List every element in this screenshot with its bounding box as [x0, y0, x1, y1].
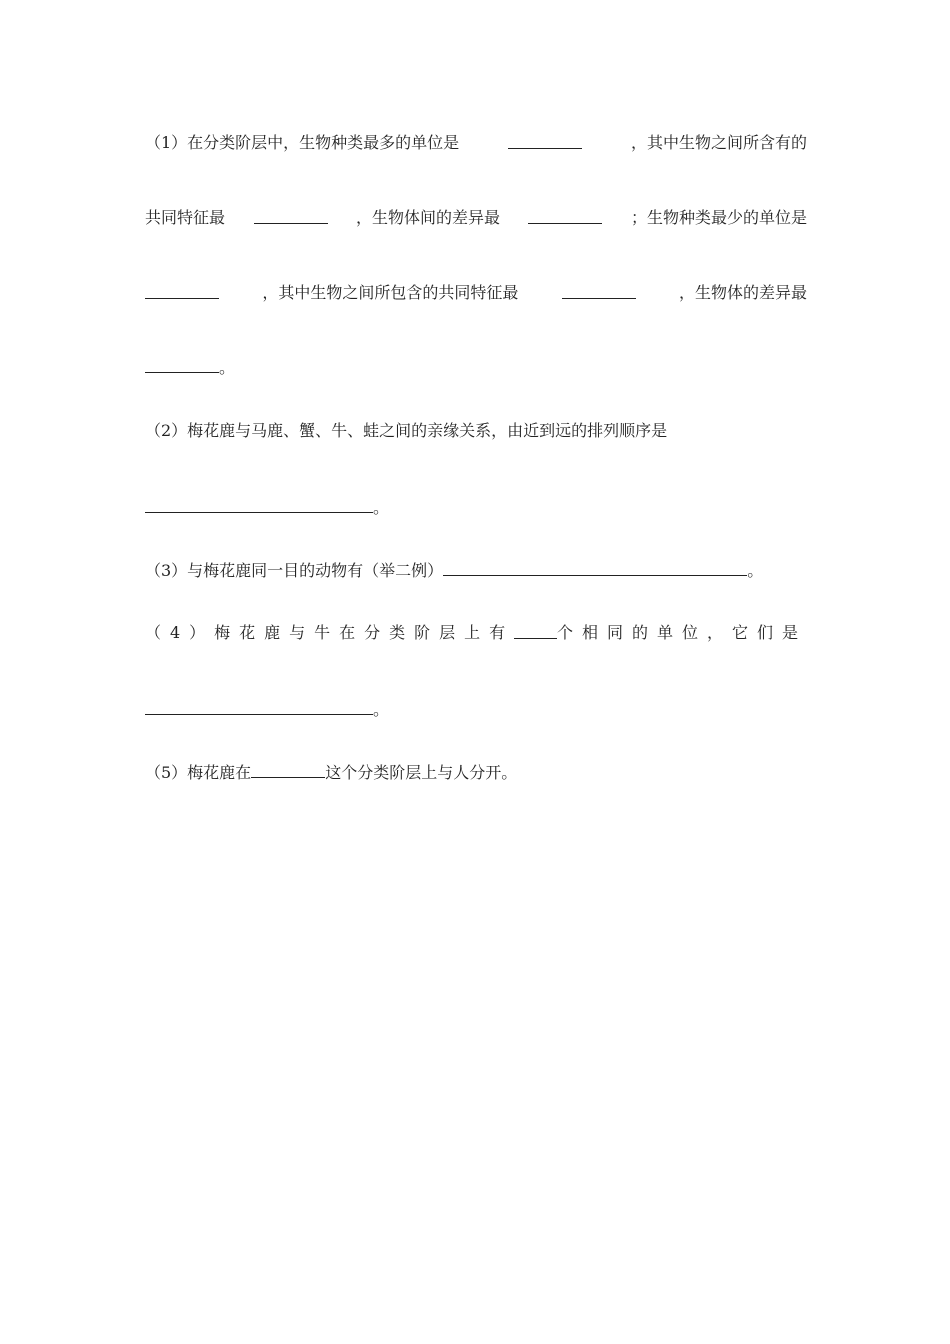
q1-period: 。 [219, 358, 236, 377]
q1-text-e: ；生物种类最少的单位是 [630, 208, 807, 227]
q2-period: 。 [373, 498, 390, 517]
q2-line-1 [145, 420, 807, 442]
answer-blank[interactable] [145, 282, 219, 299]
q5-text-b: 这个分类阶层上与人分开。 [325, 763, 518, 782]
answer-blank[interactable] [145, 698, 373, 715]
q1-line-4 [145, 356, 807, 379]
q4-period: 。 [373, 700, 390, 719]
q3-period: 。 [747, 561, 764, 580]
q2-text: （2）梅花鹿与马鹿、蟹、牛、蛙之间的亲缘关系，由近到远的排列顺序是 [145, 421, 668, 440]
q1-line-2 [145, 207, 807, 229]
answer-blank[interactable] [562, 282, 636, 299]
q1-line-3 [145, 282, 807, 304]
q4-line-2 [145, 698, 807, 721]
answer-blank[interactable] [145, 496, 373, 513]
q3-line [145, 559, 825, 582]
answer-blank[interactable] [443, 559, 747, 576]
q1-text-a: （1）在分类阶层中，生物种类最多的单位是 [145, 133, 460, 152]
q1-text-g: ，生物体的差异最 [678, 283, 807, 302]
answer-blank[interactable] [251, 761, 325, 778]
q1-text-c: 共同特征最 [145, 208, 226, 227]
answer-blank[interactable] [514, 622, 557, 639]
q5-line [145, 761, 807, 784]
answer-blank[interactable] [254, 207, 328, 224]
q4-text-a: （4）梅花鹿与牛在分类阶层上有 [145, 623, 515, 642]
answer-blank[interactable] [528, 207, 602, 224]
q5-text-a: （5）梅花鹿在 [145, 763, 252, 782]
q1-text-f: ，其中生物之间所包含的共同特征最 [262, 283, 519, 302]
q2-line-2 [145, 496, 807, 519]
q4-line-1 [145, 622, 807, 644]
q1-line-1 [145, 132, 807, 154]
q4-text-b: 个相同的单位，它们是 [556, 623, 807, 642]
answer-blank[interactable] [145, 356, 219, 373]
q3-text: （3）与梅花鹿同一目的动物有（举二例） [145, 561, 444, 580]
answer-blank[interactable] [508, 132, 582, 149]
q1-text-d: ，生物体间的差异最 [355, 208, 500, 227]
q1-text-b: ，其中生物之间所含有的 [630, 133, 807, 152]
